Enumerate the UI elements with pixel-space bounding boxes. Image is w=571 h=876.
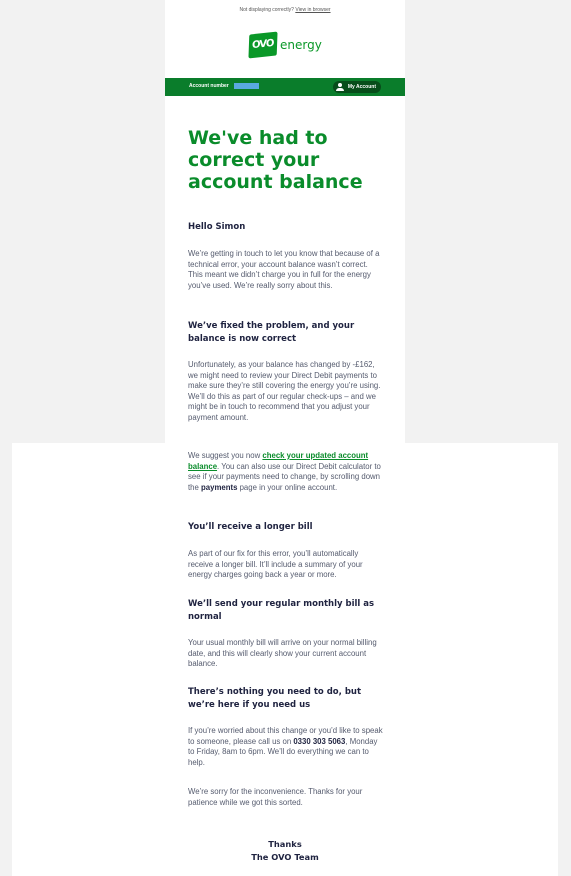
browser-notice-text: Not displaying correctly? <box>239 7 294 13</box>
signoff-team: The OVO Team <box>251 852 319 862</box>
my-account-button[interactable] <box>333 81 381 93</box>
section-fixed-heading: We’ve fixed the problem, and your balance is now correct <box>188 321 355 344</box>
section-monthly-bill-body: Your usual monthly bill will arrive on your normal billing date, and this will clearly show your current account balance. <box>188 638 377 668</box>
greeting: Hello Simon <box>188 222 246 232</box>
page-title: We've had to correct your account balance <box>188 127 363 193</box>
closing-paragraph: We’re sorry for the inconvenience. Thanks for your patience while we got this sorted. <box>188 787 363 807</box>
section-fixed-body: Unfortunately, as your balance has changed by -£162, we might need to review your Direct Debit payments to make sure they’re still covering the energy you’re using. We’ll do this as part of our regular check-ups – and we might be in touch to recommend that you adjust your payment amount. <box>188 360 381 422</box>
section-help-heading: There’s nothing you need to do, but we’re here if you need us <box>188 687 362 710</box>
section-longer-bill-heading: You’ll receive a longer bill <box>188 522 313 532</box>
check-balance-link[interactable]: check your updated account balance <box>188 451 369 471</box>
email-body <box>165 0 405 876</box>
ovo-energy-logo[interactable] <box>249 33 329 59</box>
section-longer-bill-body: As part of our fix for this error, you’ll automatically receive a longer bill. It’ll include a summary of your energy charges going back a year or more. <box>188 549 363 579</box>
phone-number: 0330 303 5063 <box>293 736 346 746</box>
account-number-redacted <box>234 83 259 89</box>
signoff-thanks: Thanks <box>268 839 302 849</box>
section-help-body: If you’re worried about this change or you’d like to speak to someone, please call us on 0330 303 5063, Monday to Friday, 8am to 6pm. We’ll do everything we can to help. <box>188 726 383 767</box>
view-in-browser-link[interactable]: View in browser <box>295 7 331 13</box>
suggest-paragraph: We suggest you now check your updated account balance. You can also use our Direct Debit calculator to see if your payments need to change, by scrolling down the payments page in your online account. <box>188 451 381 492</box>
intro-paragraph: We’re getting in touch to let you know that because of a technical error, your account balance wasn’t correct. This meant we didn’t charge you in full for the energy you’ve used. We’re really sorry about this. <box>188 249 380 290</box>
browser-notice <box>165 7 405 13</box>
account-number-label: Account number <box>189 83 229 89</box>
user-icon <box>336 83 344 91</box>
account-bar <box>165 78 405 96</box>
ovo-logo-word: energy <box>280 38 322 52</box>
section-monthly-bill-heading: We’ll send your regular monthly bill as normal <box>188 599 375 622</box>
ovo-logo-mark: OVO <box>248 32 277 59</box>
my-account-label: My Account <box>347 84 376 90</box>
